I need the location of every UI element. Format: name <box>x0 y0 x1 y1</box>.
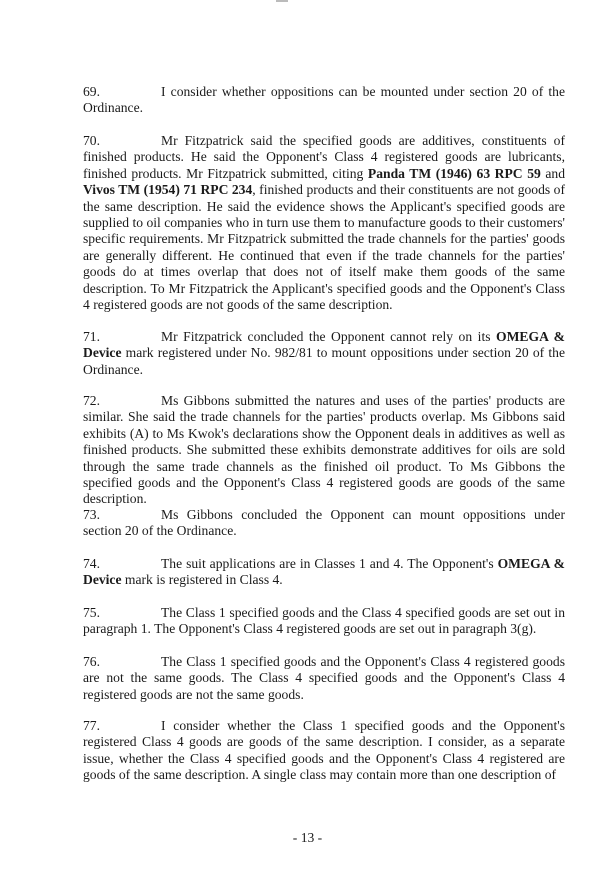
paragraph-text: Ms Gibbons submitted the natures and uses of the parties' products are similar. She said the trade channels for the parties' products overlap. Ms Gibbons said exhibits (A) to Ms Kwok's declarations show the Opponent deals in additives as well as finished products. She submitted these exhibits demonstrate additives for oils are sold through the same trade channels as the finished oil product. To Ms Gibbons the specified goods and the Opponent's Class 4 registered goods are goods of the same description. <box>83 393 565 507</box>
paragraph-71 <box>83 329 565 378</box>
paragraph-75 <box>83 605 565 638</box>
paragraph-number: 71. <box>83 329 100 344</box>
paragraph-text: and <box>540 165 565 181</box>
trademark-name: OMEGA & Device <box>83 556 565 588</box>
paragraph-text: Mr Fitzpatrick said the specified goods are additives, constituents of finished products. He said the Opponent's Class 4 registered goods are lubricants, finished products. Mr Fitzpatrick submitted, citing <box>83 133 565 181</box>
paragraph-77 <box>83 718 565 784</box>
paragraph-text: mark registered under No. 982/81 to mount oppositions under section 20 of the Ordinance. <box>83 345 565 377</box>
paragraph-69 <box>83 84 565 117</box>
paragraph-76 <box>83 654 565 703</box>
paragraph-text: mark is registered in Class 4. <box>121 572 283 588</box>
paragraph-text: I consider whether the Class 1 specified goods and the Opponent's registered Class 4 goods are goods of the same description. I consider, as a separate issue, whether the Class 4 specified goods and the Opponent's Class 4 registered are goods of the same description. A single class may contain more than one description of <box>83 718 565 783</box>
case-citation-vivos: Vivos TM (1954) 71 RPC 234 <box>83 182 253 198</box>
page-number: - 13 - <box>292 830 323 845</box>
paragraph-73 <box>83 507 565 540</box>
paragraph-text: Ms Gibbons concluded the Opponent can mount oppositions under section 20 of the Ordinance. <box>83 507 565 539</box>
paragraph-74 <box>83 556 565 589</box>
paragraph-number: 72. <box>83 393 100 408</box>
paragraph-number: 73. <box>83 507 100 522</box>
paragraph-text: The Class 1 specified goods and the Opponent's Class 4 registered goods are not the same goods. The Class 4 specified goods and the Opponent's Class 4 registered goods are not the same goods. <box>83 654 565 702</box>
paragraph-text: Mr Fitzpatrick concluded the Opponent cannot rely on its <box>161 329 497 344</box>
paragraph-number: 74. <box>83 556 100 571</box>
paragraph-number: 70. <box>83 133 100 148</box>
paragraph-text: The suit applications are in Classes 1 and 4. The Opponent's <box>161 556 498 571</box>
trademark-name: OMEGA & Device <box>83 329 565 361</box>
paragraph-text: I consider whether oppositions can be mounted under section 20 of the Ordinance. <box>83 84 565 116</box>
paragraph-72 <box>83 393 565 508</box>
paragraph-text: , finished products and their constituents are not goods of the same description. He said the evidence shows the Applicant's specified goods are supplied to oil companies who in turn use them to manufacture goods to their customers' specific requirements. Mr Fitzpatrick submitted the trade channels for the parties' goods are generally different. He continued that even if the trade channels for the parties' goods do at times overlap that does not of itself make them goods of the same description. To Mr Fitzpatrick the Applicant's specified goods and the Opponent's Class 4 registered goods are not goods of the same description. <box>83 182 566 313</box>
paragraph-number: 76. <box>83 654 100 669</box>
paragraph-70 <box>83 133 565 313</box>
paragraph-number: 75. <box>83 605 100 620</box>
paragraph-text: The Class 1 specified goods and the Class 4 specified goods are set out in paragraph 1. The Opponent's Class 4 registered goods are set out in paragraph 3(g). <box>83 605 565 637</box>
paragraph-number: 69. <box>83 84 100 99</box>
scan-artifact <box>276 0 288 2</box>
paragraph-number: 77. <box>83 718 100 733</box>
case-citation-panda: Panda TM (1946) 63 RPC 59 <box>367 165 541 181</box>
